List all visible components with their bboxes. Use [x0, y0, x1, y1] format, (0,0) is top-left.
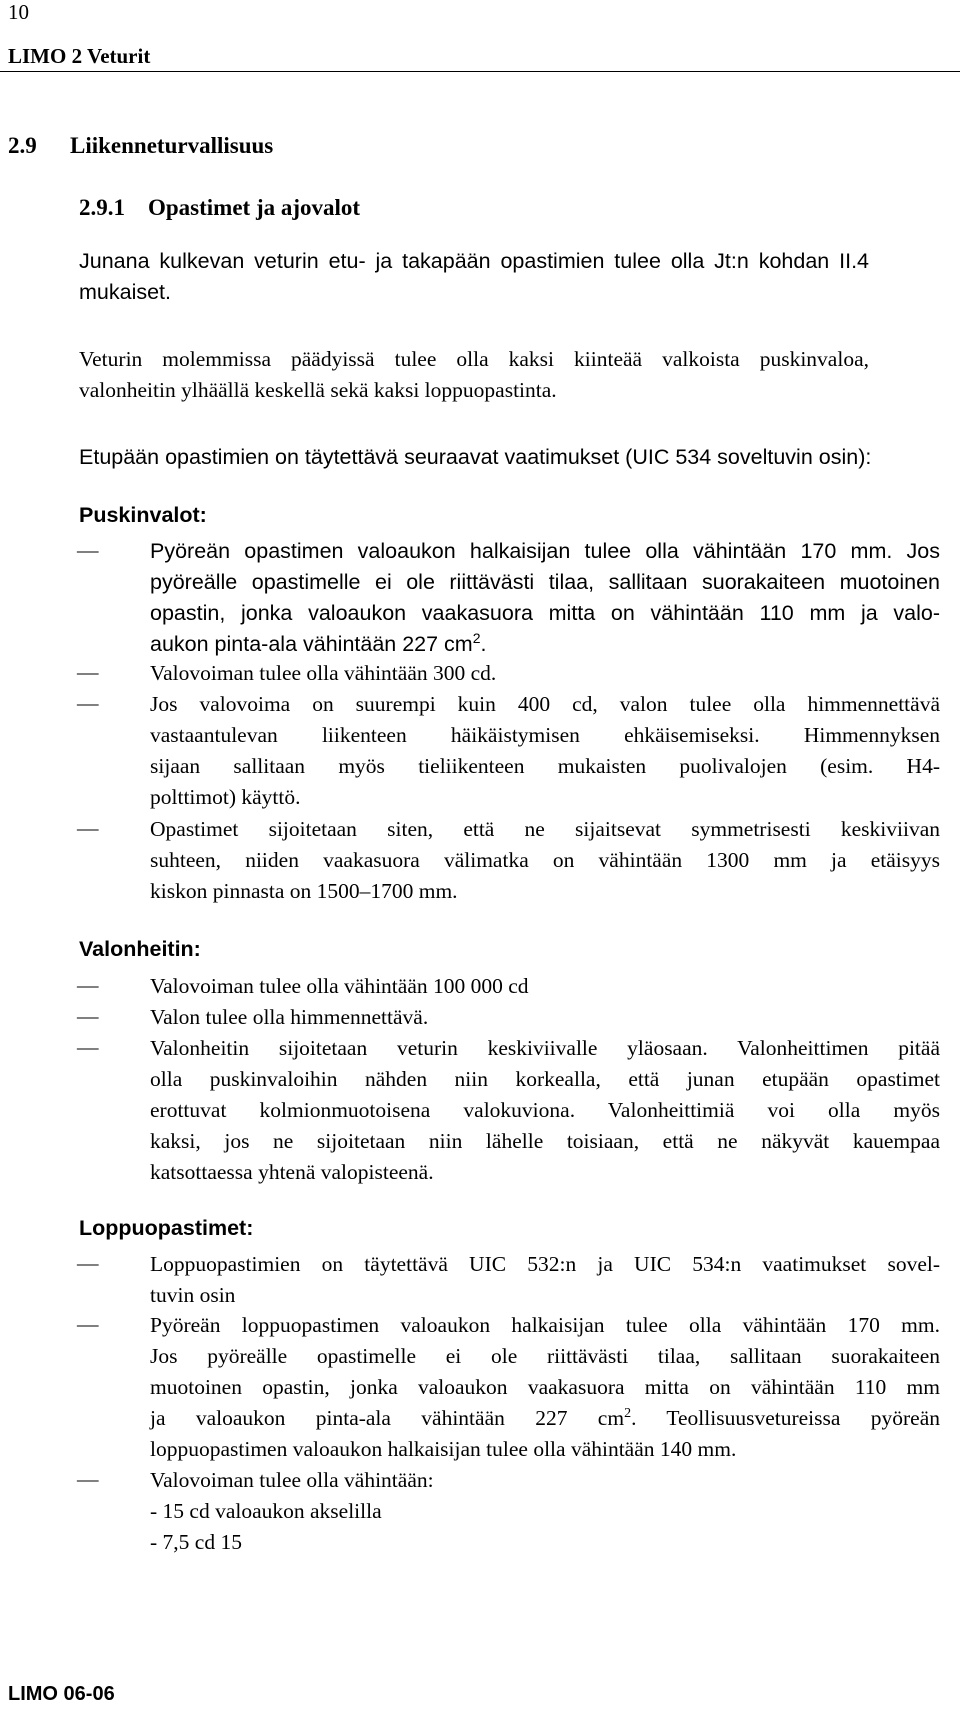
text-line: Jos pyöreälle opastimelle ei ole riittävästi tilaa, sallitaan suorakaiteen	[150, 1344, 940, 1368]
text-line: Pyöreän loppuopastimen valoaukon halkaisijan tulee olla vähintään 170 mm.	[150, 1313, 940, 1337]
text-line: mukaiset.	[79, 280, 172, 304]
intro-paragraph-1	[79, 246, 869, 308]
valonheitin-item-3	[150, 1033, 940, 1188]
superscript: 2	[472, 629, 481, 646]
text-line: Etupään opastimien on täytettävä seuraavat vaatimukset (UIC 534 soveltuvin osin):	[79, 445, 872, 469]
text-line	[150, 1403, 940, 1434]
subsection-heading	[79, 195, 360, 221]
bullet-dash: —	[77, 1312, 99, 1336]
text-line: Junana kulkevan veturin etu- ja takapään opastimien tulee olla Jt:n kohdan II.4	[79, 249, 869, 273]
valonheitin-item-1	[150, 971, 529, 1002]
text-line: erottuvat kolmionmuotoisena valokuviona. Valonheittimiä voi olla myös	[150, 1098, 940, 1122]
text-line: sijaan sallitaan myös tieliikenteen mukaisten puolivalojen (esim. H4-	[150, 754, 940, 778]
puskinvalot-item-3	[150, 689, 940, 813]
bullet-dash: —	[77, 973, 99, 997]
text-line: kaksi, jos ne sijoitetaan niin lähelle toisiaan, että ne näkyvät kauempaa	[150, 1129, 940, 1153]
text-line	[150, 629, 487, 656]
text-line: Valonheitin sijoitetaan veturin keskiviivalle yläosaan. Valonheittimen pitää	[150, 1036, 940, 1060]
text-line: loppuopastimen valoaukon halkaisijan tulee olla vähintään 140 mm.	[150, 1437, 737, 1461]
bullet-dash: —	[77, 816, 99, 840]
text-line: Valovoiman tulee olla vähintään:	[150, 1468, 434, 1492]
text-line: vastaantulevan liikenteen häikäistymisen ehkäisemiseksi. Himmennyksen	[150, 723, 940, 747]
bullet-dash: —	[77, 1004, 99, 1028]
bullet-dash: —	[77, 538, 99, 562]
text-fragment: ja valoaukon pinta-ala vähintään 227 cm	[150, 1406, 625, 1430]
subsection-title: Opastimet ja ajovalot	[148, 195, 361, 220]
header-rule	[0, 71, 960, 72]
puskinvalot-item-4	[150, 814, 940, 907]
intro-paragraph-2	[79, 344, 869, 406]
text-line: tuvin osin	[150, 1283, 236, 1307]
text-line: Valovoiman tulee olla vähintään 100 000 cd	[150, 974, 529, 998]
bullet-dash: —	[77, 1035, 99, 1059]
text-line: suhteen, niiden vaakasuora välimatka on vähintään 1300 mm ja etäisyys	[150, 848, 940, 872]
section-title: Liikenneturvallisuus	[70, 133, 274, 158]
text-line: Pyöreän opastimen valoaukon halkaisijan tulee olla vähintään 170 mm. Jos	[150, 539, 940, 563]
text-line: - 7,5 cd 15	[150, 1530, 242, 1554]
page-number: 10	[8, 0, 29, 24]
loppuopastimet-item-1	[150, 1249, 940, 1311]
text-line: - 15 cd valoaukon akselilla	[150, 1499, 382, 1523]
text-fragment: . Teollisuusvetureissa pyöreän	[631, 1406, 941, 1430]
section-heading	[8, 133, 273, 159]
text-line: Valon tulee olla himmennettävä.	[150, 1005, 429, 1029]
text-line: Jos valovoima on suurempi kuin 400 cd, valon tulee olla himmennettävä	[150, 692, 940, 716]
text-fragment: aukon pinta-ala vähintään 227 cm	[150, 632, 473, 656]
loppuopastimet-item-2	[150, 1310, 940, 1465]
section-number: 2.9	[8, 133, 37, 158]
text-line: opastin, jonka valoaukon vaakasuora mitta on vähintään 110 mm ja valo-	[150, 601, 940, 625]
text-line: polttimot) käyttö.	[150, 785, 301, 809]
superscript: 2	[624, 1405, 632, 1421]
text-line: pyöreälle opastimelle ei ole riittävästi tilaa, sallitaan suorakaiteen muotoinen	[150, 570, 940, 594]
bullet-dash: —	[77, 691, 99, 715]
text-fragment: .	[480, 632, 487, 656]
text-line: Loppuopastimien on täytettävä UIC 532:n ja UIC 534:n vaatimukset sovel-	[150, 1252, 940, 1276]
loppuopastimet-item-3	[150, 1465, 434, 1558]
text-line: kiskon pinnasta on 1500–1700 mm.	[150, 879, 458, 903]
bullet-dash: —	[77, 660, 99, 684]
puskinvalot-heading: Puskinvalot:	[79, 503, 207, 527]
text-line: muotoinen opastin, jonka valoaukon vaakasuora mitta on vähintään 110 mm	[150, 1375, 940, 1399]
valonheitin-item-2	[150, 1002, 428, 1033]
loppuopastimet-heading: Loppuopastimet:	[79, 1216, 254, 1240]
puskinvalot-item-2	[150, 658, 496, 689]
subsection-number: 2.9.1	[79, 195, 125, 220]
text-line: Veturin molemmissa päädyissä tulee olla kaksi kiinteää valkoista puskinvaloa,	[79, 347, 869, 371]
running-title: LIMO 2 Veturit	[8, 44, 151, 68]
text-line: Opastimet sijoitetaan siten, että ne sijaitsevat symmetrisesti keskiviivan	[150, 817, 940, 841]
bullet-dash: —	[77, 1467, 99, 1491]
bullet-dash: —	[77, 1251, 99, 1275]
text-line: olla puskinvaloihin nähden niin korkealla, että junan etupään opastimet	[150, 1067, 940, 1091]
text-line: Valovoiman tulee olla vähintään 300 cd.	[150, 661, 497, 685]
puskinvalot-item-1	[150, 536, 940, 660]
footer-doc-code: LIMO 06-06	[8, 1683, 115, 1705]
valonheitin-heading: Valonheitin:	[79, 937, 201, 961]
text-line: katsottaessa yhtenä valopisteenä.	[150, 1160, 434, 1184]
text-line: valonheitin ylhäällä keskellä sekä kaksi loppuopastinta.	[79, 378, 557, 402]
intro-paragraph-3	[79, 442, 871, 473]
